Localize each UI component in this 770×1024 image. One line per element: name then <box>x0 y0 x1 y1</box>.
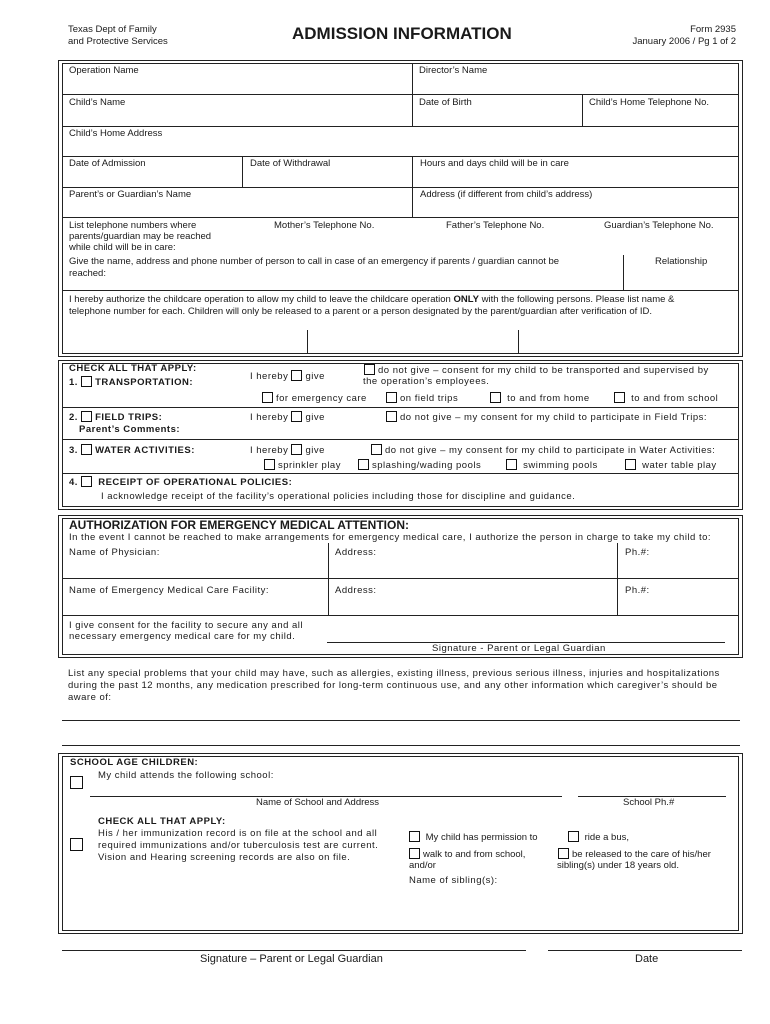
footer-date-line[interactable] <box>548 950 742 951</box>
on-field-trips-label: on field trips <box>400 393 459 404</box>
special-line2: during the past 12 months, any medication prescribed for long-term continuous use, and any other information which caregiver’s should be <box>68 680 718 691</box>
footer-signature-line[interactable] <box>62 950 526 951</box>
father-phone-label: Father’s Telephone No. <box>446 220 545 231</box>
authorize-line1 <box>69 295 674 306</box>
physician-label: Name of Physician: <box>69 547 160 558</box>
i-hereby-1: I hereby <box>250 371 289 382</box>
attends-school-checkbox[interactable] <box>70 776 83 789</box>
give-1: give <box>305 371 325 382</box>
sprinkler-label: sprinkler play <box>278 460 341 471</box>
address-different-label: Address (if different from child’s address) <box>420 189 593 200</box>
andor-label: and/or <box>409 860 436 871</box>
receipt-label: RECEIPT OF OPERATIONAL POLICIES: <box>98 477 293 488</box>
authorize-pre: I hereby authorize the childcare operation to allow my child to leave the childcare operation <box>69 294 454 305</box>
directors-name-label: Director’s Name <box>419 65 488 76</box>
childs-name-label: Child’s Name <box>69 97 126 108</box>
consent-line2: necessary emergency medical care for my child. <box>69 631 296 642</box>
school-name-label: Name of School and Address <box>256 797 380 808</box>
i-hereby-3: I hereby <box>250 445 289 456</box>
medical-signature-label: Signature - Parent or Legal Guardian <box>432 643 606 654</box>
medical-heading: AUTHORIZATION FOR EMERGENCY MEDICAL ATTENTION: <box>69 518 409 532</box>
ride-bus-label: ride a bus, <box>584 832 630 843</box>
facility-phone-label: Ph.#: <box>625 585 650 596</box>
immunization-line3: Vision and Hearing screening records are also on file. <box>98 852 351 863</box>
do-not-give-transport-checkbox[interactable] <box>364 364 375 375</box>
water-activities-label: WATER ACTIVITIES: <box>95 445 195 456</box>
released-line2: sibling(s) under 18 years old. <box>557 860 679 871</box>
physician-address-label: Address: <box>335 547 377 558</box>
list-phone-line2: parents/guardian may be reached <box>69 231 212 242</box>
do-not-give-water: do not give – my consent for my child to participate in Water Activities: <box>385 445 716 456</box>
do-not-give-field-checkbox[interactable] <box>386 411 397 422</box>
operation-name-label: Operation Name <box>69 65 139 76</box>
list-phone-line1: List telephone numbers where <box>69 220 197 231</box>
authorize-post: with the following persons. Please list name & <box>478 294 675 305</box>
emergency-contact-line1: Give the name, address and phone number of person to call in case of an emergency if parents / guardian cannot be <box>69 256 560 267</box>
transportation-label: TRANSPORTATION: <box>95 377 193 388</box>
transportation-checkbox[interactable] <box>81 376 92 387</box>
hours-days-label: Hours and days child will be in care <box>420 158 569 169</box>
emergency-care-label: for emergency care <box>276 393 367 404</box>
physician-phone-label: Ph.#: <box>625 547 650 558</box>
field-trips-label: FIELD TRIPS: <box>95 412 163 423</box>
water-activities-checkbox[interactable] <box>81 444 92 455</box>
item-2-number: 2. <box>69 412 78 423</box>
field-trips-checkbox[interactable] <box>81 411 92 422</box>
give-water-checkbox[interactable] <box>291 444 302 455</box>
walk-checkbox[interactable] <box>409 848 420 859</box>
give-3: give <box>305 445 325 456</box>
form-number: Form 2935 <box>690 24 736 35</box>
home-transport-checkbox[interactable] <box>490 392 501 403</box>
mother-phone-label: Mother’s Telephone No. <box>274 220 375 231</box>
do-not-give-transport-1: do not give – consent for my child to be transported and supervised by <box>378 365 709 376</box>
agency-line-1: Texas Dept of Family <box>68 24 157 35</box>
special-line1: List any special problems that your child may have, such as allergies, existing illness, previous serious illness, injuries and hospitalizations <box>68 668 720 679</box>
do-not-give-field: do not give – my consent for my child to participate in Field Trips: <box>400 412 707 423</box>
facility-label: Name of Emergency Medical Care Facility: <box>69 585 270 596</box>
item-1-number: 1. <box>69 377 78 388</box>
give-transport-checkbox[interactable] <box>291 370 302 381</box>
list-phone-line3: while child will be in care: <box>69 242 176 253</box>
do-not-give-transport-2: the operation’s employees. <box>363 376 490 387</box>
splashing-checkbox[interactable] <box>358 459 369 470</box>
check-all-label: CHECK ALL THAT APPLY: <box>69 363 197 374</box>
field-trips-transport-checkbox[interactable] <box>386 392 397 403</box>
parents-comments-label: Parent’s Comments: <box>79 424 181 435</box>
school-check-all: CHECK ALL THAT APPLY: <box>98 816 226 827</box>
immunization-checkbox[interactable] <box>70 838 83 851</box>
immunization-line1: His / her immunization record is on file at the school and all <box>98 828 378 839</box>
page-title: ADMISSION INFORMATION <box>292 24 512 43</box>
do-not-give-water-checkbox[interactable] <box>371 444 382 455</box>
attends-school-label: My child attends the following school: <box>98 770 274 781</box>
relationship-label: Relationship <box>655 256 708 267</box>
released-line1: be released to the care of his/her <box>572 849 711 860</box>
emergency-contact-line2: reached: <box>69 268 106 279</box>
school-heading: SCHOOL AGE CHILDREN: <box>70 757 199 768</box>
item-3-number: 3. <box>69 445 78 456</box>
emergency-care-checkbox[interactable] <box>262 392 273 403</box>
sprinkler-checkbox[interactable] <box>264 459 275 470</box>
water-table-checkbox[interactable] <box>625 459 636 470</box>
medical-intro: In the event I cannot be reached to make arrangements for emergency medical care, I authorize the person in charge to take my child to: <box>69 532 712 543</box>
guardian-phone-label: Guardian’s Telephone No. <box>604 220 714 231</box>
special-line3: aware of: <box>68 692 112 703</box>
footer-date-label: Date <box>635 953 659 965</box>
i-hereby-2: I hereby <box>250 412 289 423</box>
date-of-birth-label: Date of Birth <box>419 97 472 108</box>
water-table-label: water table play <box>642 460 717 471</box>
immunization-line2: required immunizations and/or tuberculosis test are current. <box>98 840 379 851</box>
home-transport-label: to and from home <box>507 393 590 404</box>
swimming-checkbox[interactable] <box>506 459 517 470</box>
agency-line-2: and Protective Services <box>68 36 168 47</box>
parent-name-label: Parent’s or Guardian’s Name <box>69 189 192 200</box>
consent-line1: I give consent for the facility to secure any and all <box>69 620 304 631</box>
give-2: give <box>305 412 325 423</box>
item-4-number: 4. <box>69 477 78 488</box>
childs-phone-label: Child’s Home Telephone No. <box>589 97 710 108</box>
date-of-withdrawal-label: Date of Withdrawal <box>250 158 331 169</box>
facility-address-label: Address: <box>335 585 377 596</box>
childs-address-label: Child’s Home Address <box>69 128 163 139</box>
receipt-checkbox[interactable] <box>81 476 92 487</box>
permission-checkbox[interactable] <box>409 831 420 842</box>
special-answer-line-1[interactable] <box>62 720 740 721</box>
footer-signature-label: Signature – Parent or Legal Guardian <box>200 953 383 965</box>
special-answer-line-2[interactable] <box>62 745 740 746</box>
permission-label: My child has permission to <box>425 832 538 843</box>
ride-bus-checkbox[interactable] <box>568 831 579 842</box>
give-field-checkbox[interactable] <box>291 411 302 422</box>
form-date: January 2006 / Pg 1 of 2 <box>632 36 736 47</box>
swimming-label: swimming pools <box>523 460 598 471</box>
school-transport-label: to and from school <box>631 393 719 404</box>
splashing-label: splashing/wading pools <box>372 460 482 471</box>
acknowledge-text: I acknowledge receipt of the facility’s operational policies including those for discipline and guidance. <box>101 491 576 502</box>
school-phone-label: School Ph.# <box>623 797 675 808</box>
released-checkbox[interactable] <box>558 848 569 859</box>
walk-label: walk to and from school, <box>423 849 526 860</box>
date-of-admission-label: Date of Admission <box>69 158 146 169</box>
siblings-label: Name of sibling(s): <box>409 875 498 886</box>
authorize-only: ONLY <box>453 294 479 305</box>
school-transport-checkbox[interactable] <box>614 392 625 403</box>
authorize-line2: telephone number for each. Children will only be released to a parent or a person designated by the parent/guardian after verification of ID. <box>69 306 653 317</box>
